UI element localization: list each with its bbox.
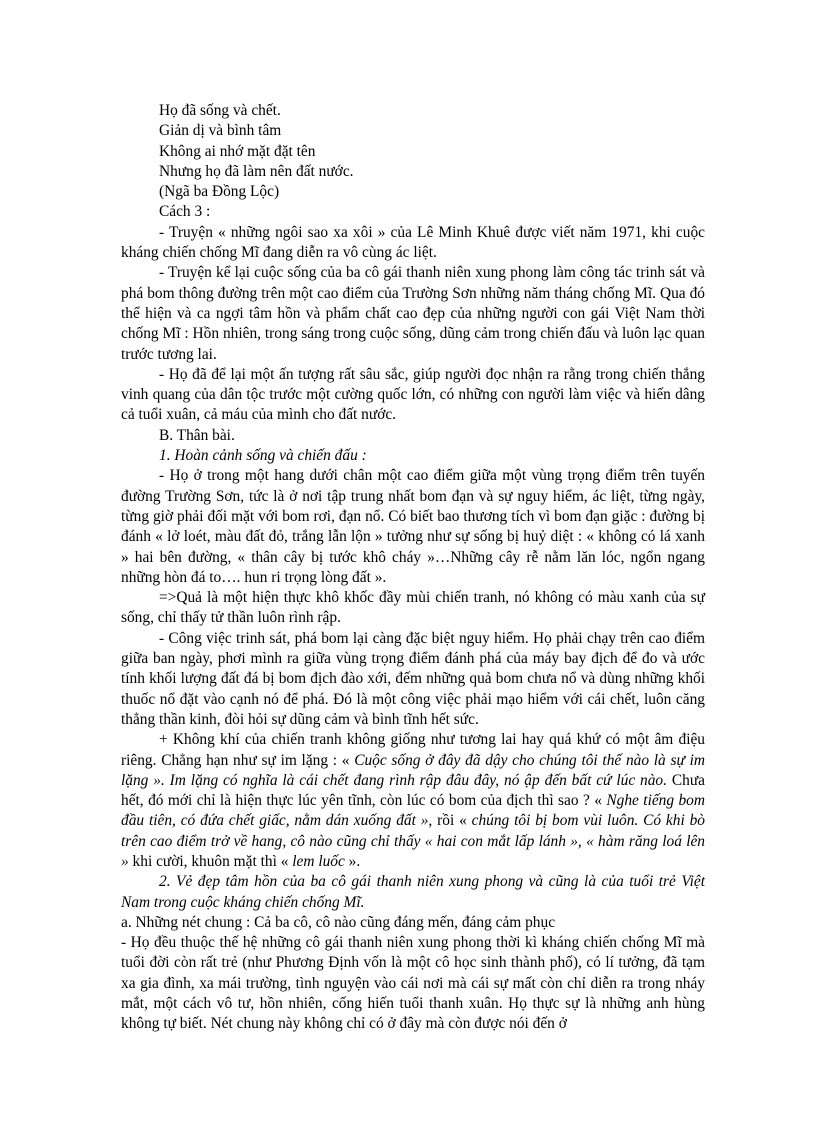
paragraph-atmosphere (121, 730, 705, 872)
text-run: Chưa hết, đó mới chỉ là hiện thực lúc yên tĩnh, còn lúc có bom của địch thì sao ? « (121, 771, 705, 810)
poem-line: Nhưng họ đã làm nên đất nước. (159, 162, 354, 180)
section-heading-than-bai: B. Thân bài. (159, 426, 235, 444)
paragraph-common-traits: a. Những nét chung : Cả ba cô, cô nào cũng đáng mến, đáng cảm phục (121, 913, 556, 931)
paragraph-generation: - Họ đều thuộc thế hệ những cô gái thanh niên xung phong thời kì kháng chiến chống Mĩ mà tuổi đời còn rất trẻ (như Phương Định vốn là một cô học sinh thành phố), có lí tưởng, đã tạm xa gia đình, xa mái trường, tình nguyện vào cái nơi mà cái sự mất còn chỉ diễn ra trong nháy mắt, một cách vô tư, hồn nhiên, cống hiến tuổi thanh xuân. Họ thực sự là những anh hùng không tự biết. Nét chung này không chỉ có ở đây mà còn được nói đến ở (121, 934, 705, 1033)
quote-run: Nghe tiếng bom đầu tiên, có đứa chết giấc, nằm dán xuống đất » (121, 792, 705, 830)
poem-source: (Ngã ba Đồng Lộc) (159, 183, 280, 201)
poem-line: Giản dị và bình tâm (159, 122, 282, 140)
text-run: khi cười, khuôn mặt thì « (128, 852, 293, 870)
paragraph-conclusion: =>Quả là một hiện thực khô khốc đầy mùi chiến tranh, nó không có màu xanh của sự sống, chỉ thấy tử thần luôn rình rập. (121, 589, 705, 627)
quote-run: lem luốc (292, 852, 345, 870)
paragraph-setting: - Họ ở trong một hang dưới chân một cao điểm giữa một vùng trọng điểm trên tuyến đường Trường Sơn, tức là ở nơi tập trung nhất bom đạn và sự nguy hiểm, ác liệt, từng ngày, từng giờ phải đối mặt với bom rơi, đạn nổ. Có biết bao thương tích vì bom đạn giặc : đường bị đánh « lở loét, màu đất đỏ, trắng lẫn lộn » tưởng như sự sống bị huỷ diệt : « không có lá xanh » hai bên đường, « thân cây bị tước khô cháy »…Những cây rễ nằm lăn lóc, ngổn ngang những hòn đá to…. hun ri trọng lòng đất ». (121, 467, 705, 586)
poem-line: Họ đã sống và chết. (159, 102, 281, 119)
quote-run: Cuộc sống ở đây đã dậy cho chúng tôi thế nào là sự im lặng ». Im lặng có nghĩa là cái chết đang rình rập đâu đây, nó ập đến bất cứ lúc nào. (121, 751, 705, 789)
subheading-hoan-canh: 1. Hoàn cảnh sống và chiến đấu : (159, 447, 367, 465)
paragraph-intro-1: - Truyện « những ngôi sao xa xôi » của Lê Minh Khuê được viết năm 1971, khi cuộc kháng chiến chống Mĩ đang diễn ra vô cùng ác liệt. (121, 223, 705, 262)
quote-run: chúng tôi bị bom vùi luôn. Có khi bò trên cao điểm trở về hang, cô nào cũng chỉ thấy « hai con mắt lấp lánh », « hàm răng loá lên » (121, 812, 705, 870)
paragraph-work: - Công việc trinh sát, phá bom lại càng đặc biệt nguy hiểm. Họ phải chạy trên cao điểm giữa ban ngày, phơi mình ra giữa vùng trọng điểm đánh phá của máy bay địch để đo và ước tính khối lượng đất đá bị bom địch đào xới, đếm những quả bom chưa nổ và dùng những khối thuốc nổ đặt vào cạnh nó để phá. Đó là một công việc phải mạo hiểm với cái chết, luôn căng thẳng thần kinh, đòi hỏi sự dũng cảm và bình tĩnh hết sức. (121, 629, 705, 728)
section-label-cach3: Cách 3 : (159, 203, 211, 221)
paragraph-intro-3: - Họ đã để lại một ấn tượng rất sâu sắc, giúp người đọc nhận ra rằng trong chiến thắng vinh quang của dân tộc trước một cường quốc lớn, có những con người làm việc và hiến dâng cả tuổi xuân, cả máu của mình cho đất nước. (121, 365, 705, 424)
poem-line: Không ai nhớ mặt đặt tên (159, 142, 316, 160)
text-run: , rồi « (428, 812, 472, 830)
text-run: ». (344, 852, 361, 870)
paragraph-intro-2: - Truyện kể lại cuộc sống của ba cô gái thanh niên xung phong làm công tác trinh sát và phá bom thông đường trên một cao điểm của Trường Sơn những năm tháng chống Mĩ. Qua đó thể hiện và ca ngợi tâm hồn và phẩm chất cao đẹp của những người con gái Việt Nam thời chống Mĩ : Hồn nhiên, trong sáng trong cuộc sống, dũng cảm trong chiến đấu và luôn lạc quan trước tương lai. (121, 264, 705, 363)
document-body (121, 101, 705, 1035)
subheading-ve-dep: 2. Vẻ đẹp tâm hồn của ba cô gái thanh niên xung phong và cũng là của tuổi trẻ Việt Nam trong cuộc kháng chiến chống Mĩ. (121, 873, 705, 911)
text-run: + Không khí của chiến tranh không giống như tương lai hay quá khứ có một âm điệu riêng. Chẳng hạn như sự im lặng : « (121, 731, 705, 769)
